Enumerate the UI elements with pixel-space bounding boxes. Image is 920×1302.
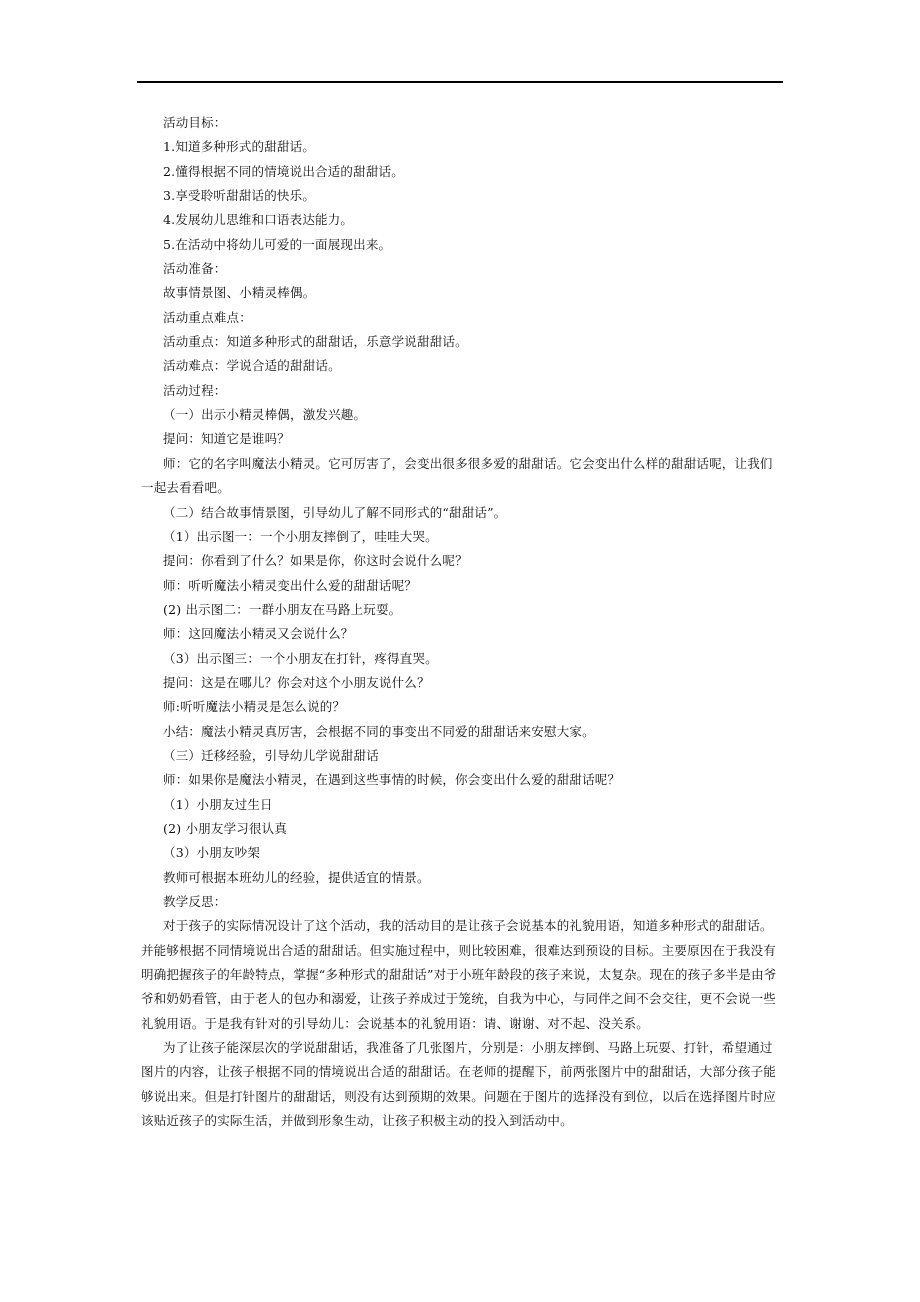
- goal-item: 5.在活动中将幼儿可爱的一面展现出来。: [163, 236, 392, 252]
- goal-item: 1.知道多种形式的甜甜话。: [163, 139, 316, 155]
- process-line: （3）出示图三：一个小朋友在打针，疼得直哭。: [163, 650, 438, 666]
- heading-key-points: 活动重点难点：: [163, 309, 252, 325]
- process-question: 提问：知道它是谁吗？: [163, 431, 291, 447]
- reflection-paragraph: 对于孩子的实际情况设计了这个活动，我的活动目的是让孩子会说基本的礼貌用语，知道多种形式的甜甜话。并能够根据不同情境说出合适的甜甜话。但实施过程中，则比较困难，很难达到预设的目标。主要原因在于我没有明确把握孩子的年龄特点，掌握“多种形式的甜甜话”对于小班年龄段的孩子来说，太复杂。现在的孩子多半是由爷爷和奶奶看管，由于老人的包办和溺爱，让孩子养成过于笼统，自我为中心，与同伴之间不会交往，更不会说一些礼貌用语。于是我有针对的引导幼儿：会说基本的礼貌用语：请、谢谢、对不起、没关系。: [141, 918, 777, 1031]
- heading-process: 活动过程：: [163, 382, 227, 398]
- process-line: 提问：这是在哪儿？你会对这个小朋友说什么？: [163, 674, 430, 690]
- process-line: 师：这回魔法小精灵又会说什么？: [163, 626, 354, 642]
- reflection-paragraph: 为了让孩子能深层次的学说甜甜话，我准备了几张图片，分别是：小朋友摔倒、马路上玩耍、打针，希望通过图片的内容，让孩子根据不同的情境说出合适的甜甜话。在老师的提醒下，前两张图片中的甜甜话，大部分孩子能够说出来。但是打针图片的甜甜话，则没有达到预期的效果。问题在于图片的选择没有到位，以后在选择图片时应该贴近孩子的实际生活，并做到形象生动，让孩子积极主动的投入到活动中。: [141, 1040, 777, 1129]
- process-step: （二）结合故事情景图，引导幼儿了解不同形式的“甜甜话”。: [163, 504, 507, 520]
- goal-item: 3.享受聆听甜甜话的快乐。: [163, 188, 316, 204]
- key-point-text: 活动重点：知道多种形式的甜甜话，乐意学说甜甜话。: [163, 334, 468, 350]
- process-step: （三）迁移经验，引导幼儿学说甜甜话: [163, 747, 379, 763]
- goal-item: 2.懂得根据不同的情境说出合适的甜甜话。: [163, 163, 404, 179]
- heading-goals: 活动目标：: [163, 115, 227, 130]
- process-line: 师:听听魔法小精灵是怎么说的？: [163, 699, 346, 715]
- difficulty-text: 活动难点：学说合适的甜甜话。: [163, 358, 341, 374]
- heading-reflection: 教学反思：: [163, 894, 227, 909]
- process-line: （1）出示图一：一个小朋友摔倒了，哇哇大哭。: [163, 528, 438, 544]
- document-body: [141, 111, 785, 1133]
- preparation-text: 故事情景图、小精灵棒偶。: [163, 285, 316, 301]
- process-line: 师：听听魔法小精灵变出什么爱的甜甜话呢？: [163, 577, 418, 593]
- process-step: （一）出示小精灵棒偶，激发兴趣。: [163, 407, 367, 423]
- process-line: 师：如果你是魔法小精灵，在遇到这些事情的时候，你会变出什么爱的甜甜话呢？: [163, 772, 621, 788]
- summary-line: 小结：魔法小精灵真厉害，会根据不同的事变出不同爱的甜甜话来安慰大家。: [163, 723, 595, 739]
- process-line: (2) 出示图二：一群小朋友在马路上玩耍。: [163, 601, 402, 617]
- process-line: 教师可根据本班幼儿的经验，提供适宜的情景。: [163, 869, 430, 885]
- teacher-paragraph: 师：它的名字叫魔法小精灵。它可厉害了，会变出很多很多爱的甜甜话。它会变出什么样的甜甜话呢，让我们一起去看看吧。: [141, 455, 773, 496]
- goal-item: 4.发展幼儿思维和口语表达能力。: [163, 212, 354, 228]
- scenario-item: （3）小朋友吵架: [163, 845, 261, 861]
- scenario-item: （1）小朋友过生日: [163, 796, 273, 812]
- scenario-item: (2) 小朋友学习很认真: [163, 820, 288, 836]
- process-line: 提问：你看到了什么？如果是你，你这时会说什么呢？: [163, 553, 468, 569]
- header-rule: [137, 81, 783, 83]
- heading-preparation: 活动准备：: [163, 261, 227, 277]
